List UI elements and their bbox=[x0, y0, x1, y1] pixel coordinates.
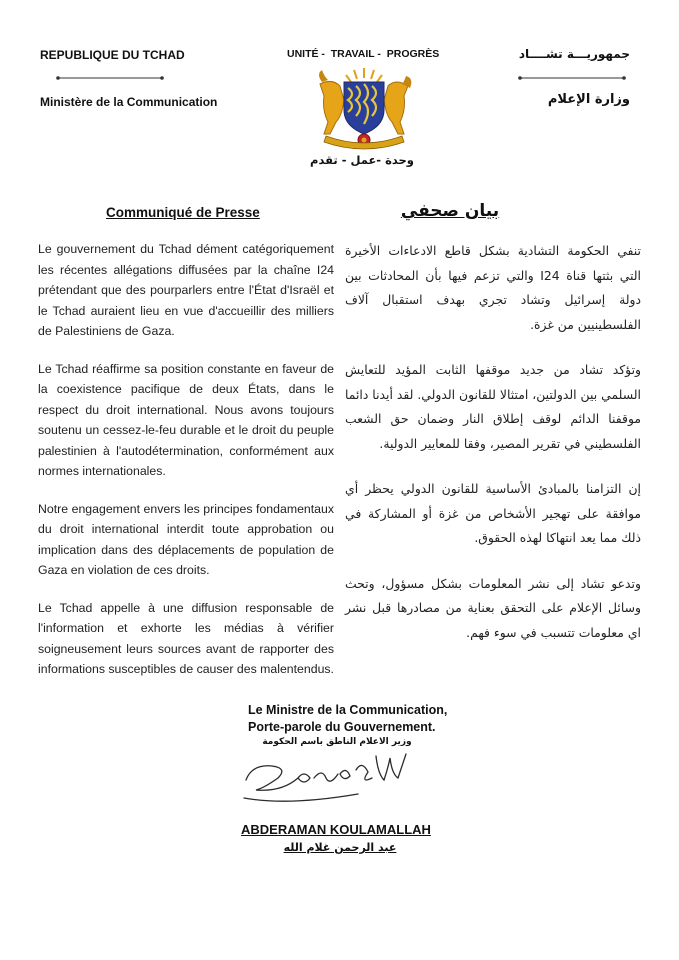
paragraph-ar-4: وتدعو تشاد إلى نشر المعلومات بشكل مسؤول، وتحث وسائل الإعلام على التحقق بعناية من مصادرها قبل نشر اي معلومات تتسبب في سوء فهم. bbox=[345, 575, 641, 640]
french-body bbox=[38, 239, 334, 680]
national-motto-fr: UNITÉ - TRAVAIL - PROGRÈS bbox=[287, 48, 440, 60]
press-release-title-fr: Communiqué de Presse bbox=[106, 205, 260, 220]
signatory-name-ar: عبد الرحمن غلام الله bbox=[283, 841, 397, 854]
paragraph-ar-3: إن التزامنا بالمبادئ الأساسية للقانون الدولي يحظر أي موافقة على تهجير الأشخاص من غزة أو المشاركة في ذلك مما يعد انتهاكا لهذه الحقوق. bbox=[345, 481, 641, 545]
signatory-name-fr: ABDERAMAN KOULAMALLAH bbox=[241, 822, 431, 837]
arabic-body bbox=[345, 239, 641, 645]
coat-of-arms-emblem bbox=[310, 64, 418, 154]
country-name-ar: جمهوريـــة تشــــاد bbox=[518, 47, 630, 61]
paragraph-ar-1: تنفي الحكومة التشادية بشكل قاطع الادعاءات الأخيرة التي بثتها قناة I24 والتي تزعم فيها بأن المحادثات بين دولة إسرائيل وتشاد تجري بهدف استقبال آلاف الفلسطينيين من غزة. bbox=[345, 243, 641, 332]
signatory-title-line1: Le Ministre de la Communication, bbox=[248, 703, 448, 717]
signatory-title-line2: Porte-parole du Gouvernement. bbox=[248, 720, 436, 734]
handwritten-signature bbox=[238, 748, 438, 810]
ministry-name-ar: وزارة الإعلام bbox=[547, 92, 630, 107]
header-right-divider bbox=[517, 74, 627, 82]
paragraph-fr-3: Notre engagement envers les principes fondamentaux du droit international interdit toute approbation ou implication dans des déplacements de population de Gaza en violation de ces droits. bbox=[38, 501, 334, 577]
ministry-name-fr: Ministère de la Communication bbox=[40, 95, 218, 109]
signatory-title-ar: وزير الاعلام الناطق باسم الحكومة bbox=[262, 737, 412, 747]
press-release-title-ar: بيان صحفي bbox=[400, 201, 500, 221]
country-name-fr: REPUBLIQUE DU TCHAD bbox=[40, 48, 185, 62]
paragraph-fr-2: Le Tchad réaffirme sa position constante en faveur de la coexistence pacifique de deux États, dans le respect du droit international. Nous avons toujours soutenu un cessez-le-feu durable et le droit du peuple palestinien à l'autodétermination, conformément aux normes internationales. bbox=[38, 361, 334, 478]
paragraph-fr-4: Le Tchad appelle à une diffusion responsable de l'information et exhorte les médias à vérifier soigneusement leurs sources avant de rapporter des informations susceptibles de causer des malentendus. bbox=[38, 600, 334, 676]
paragraph-fr-1: Le gouvernement du Tchad dément catégoriquement les récentes allégations diffusées par la chaîne I24 prétendant que des pourparlers entre l'État d'Israël et le Tchad auraient lieu en vue d'accueillir des milliers de Palestiniens de Gaza. bbox=[38, 242, 334, 338]
header-left-divider bbox=[55, 74, 165, 82]
paragraph-ar-2: وتؤكد تشاد من جديد موقفها الثابت المؤيد للتعايش السلمي بين الدولتين، امتثالا للقانون الدولي. لقد أيدنا دائما موقفنا الدائم لوقف إطلاق النار وضمان حق الشعب الفلسطيني في تقرير المصير، وفقا للمعايير الدولية. bbox=[345, 362, 641, 451]
national-motto-ar: وحدة -عمل - تقدم bbox=[310, 153, 414, 167]
